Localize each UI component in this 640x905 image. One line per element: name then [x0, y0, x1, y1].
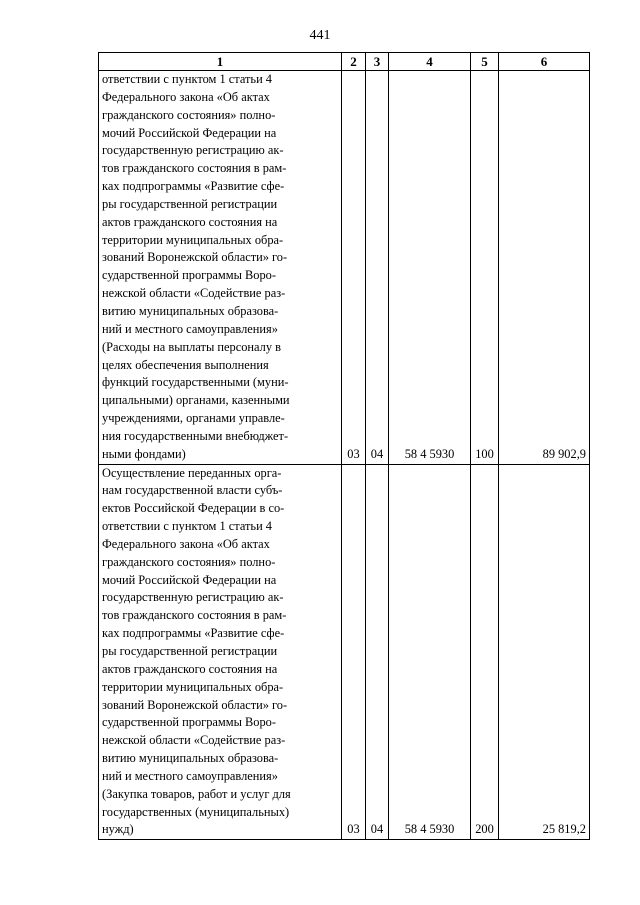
description-line: ний и местного самоуправления» [102, 768, 278, 783]
description-line: нежской области «Содействие раз- [102, 286, 286, 301]
description-line: ципальными) органами, казенными [102, 393, 290, 408]
header-row [99, 53, 590, 71]
description-line: ными фондами) [102, 446, 186, 461]
description-line: витию муниципальных образова- [102, 303, 279, 318]
description-line: государственную регистрацию ак- [102, 143, 284, 158]
description-line: ектов Российской Федерации в со- [102, 501, 285, 516]
description-line: ответствии с пунктом 1 статьи 4 [102, 72, 273, 86]
table-row [99, 464, 590, 840]
description-line: актов гражданского состояния на [102, 214, 278, 229]
page-number: 441 [309, 28, 331, 43]
description-line: государственную регистрацию ак- [102, 590, 284, 605]
description-line: Федерального закона «Об актах [102, 89, 270, 104]
description-line: нужд) [102, 822, 134, 837]
column-header-3: 3 [366, 53, 389, 71]
description-line: территории муниципальных обра- [102, 679, 284, 694]
description-line: ры государственной регистрации [102, 644, 278, 658]
subsection-code: 04 [366, 464, 389, 840]
expense-type-code: 200 [471, 464, 499, 840]
description-line: государственных (муниципальных) [102, 804, 290, 819]
description-line: тов гражданского состояния в рам- [102, 608, 287, 623]
description-line: учреждениями, органами управле- [102, 411, 285, 426]
description-line: витию муниципальных образова- [102, 751, 279, 766]
amount: 25 819,2 [499, 464, 590, 840]
description-line: сударственной программы Воро- [102, 268, 277, 283]
budget-table [98, 52, 590, 840]
subsection-code: 04 [366, 71, 389, 465]
description-line: ний и местного самоуправления» [102, 321, 278, 336]
description-line: (Расходы на выплаты персоналу в [102, 339, 281, 354]
target-article-code: 58 4 5930 [389, 464, 471, 840]
section-code: 03 [342, 71, 366, 465]
description-line: ответствии с пунктом 1 статьи 4 [102, 519, 273, 534]
description-line: нежской области «Содействие раз- [102, 733, 286, 748]
description-line: зований Воронежской области» го- [102, 250, 288, 265]
description-line: целях обеспечения выполнения [102, 357, 269, 372]
description-line: актов гражданского состояния на [102, 661, 278, 676]
description-line: гражданского состояния» полно- [102, 107, 276, 122]
description-line: ния государственными внебюджет- [102, 428, 289, 443]
description-line: ках подпрограммы «Развитие сфе- [102, 626, 285, 641]
column-header-2: 2 [342, 53, 366, 71]
description-line: ках подпрограммы «Развитие сфе- [102, 179, 285, 194]
section-code: 03 [342, 464, 366, 840]
target-article-code: 58 4 5930 [389, 71, 471, 465]
row-description [99, 464, 342, 840]
row-description [99, 71, 342, 465]
description-line: мочий Российской Федерации на [102, 572, 277, 587]
description-line: ры государственной регистрации [102, 196, 278, 211]
description-line: Осуществление переданных орга- [102, 465, 282, 480]
column-header-6: 6 [499, 53, 590, 71]
description-line: тов гражданского состояния в рам- [102, 161, 287, 176]
description-line: (Закупка товаров, работ и услуг для [102, 786, 291, 801]
amount: 89 902,9 [499, 71, 590, 465]
column-header-5: 5 [471, 53, 499, 71]
description-line: зований Воронежской области» го- [102, 697, 288, 712]
description-line: нам государственной власти субъ- [102, 483, 283, 498]
table-row [99, 71, 590, 465]
column-header-4: 4 [389, 53, 471, 71]
description-line: мочий Российской Федерации на [102, 125, 277, 140]
description-line: Федерального закона «Об актах [102, 536, 270, 551]
description-line: сударственной программы Воро- [102, 715, 277, 730]
description-line: гражданского состояния» полно- [102, 554, 276, 569]
description-line: территории муниципальных обра- [102, 232, 284, 247]
expense-type-code: 100 [471, 71, 499, 465]
description-line: функций государственными (муни- [102, 375, 289, 390]
column-header-1: 1 [99, 53, 342, 71]
